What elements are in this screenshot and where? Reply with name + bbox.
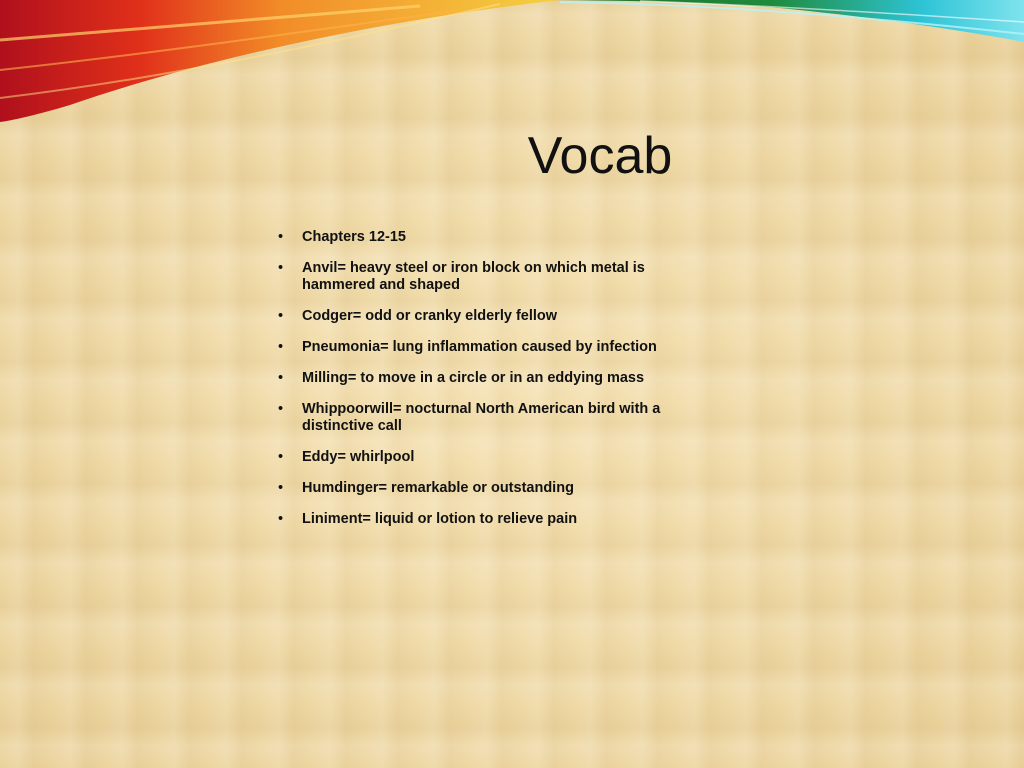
bullet-text: Codger= odd or cranky elderly fellow <box>302 308 558 324</box>
bullet-icon: • <box>278 339 284 355</box>
bullet-list <box>278 229 698 542</box>
list-item <box>278 308 698 325</box>
bullet-icon: • <box>278 449 284 465</box>
bullet-text: Eddy= whirlpool <box>302 449 415 465</box>
bullet-icon: • <box>278 370 284 386</box>
rainbow-swoosh-decoration <box>0 0 1024 130</box>
list-item <box>278 229 698 246</box>
bullet-icon: • <box>278 401 284 417</box>
bullet-text: Humdinger= remarkable or outstanding <box>302 480 574 496</box>
list-item <box>278 449 698 466</box>
list-item <box>278 401 698 435</box>
list-item <box>278 339 698 356</box>
bullet-icon: • <box>278 229 284 245</box>
bullet-text: Anvil= heavy steel or iron block on which metal is hammered and shaped <box>302 260 645 293</box>
slide-title: Vocab <box>527 127 673 185</box>
list-item <box>278 480 698 497</box>
bullet-icon: • <box>278 511 284 527</box>
bullet-icon: • <box>278 308 284 324</box>
bullet-text: Liniment= liquid or lotion to relieve pain <box>302 511 578 527</box>
list-item <box>278 511 698 528</box>
bullet-text: Chapters 12-15 <box>302 229 406 245</box>
list-item <box>278 370 698 387</box>
bullet-text: Whippoorwill= nocturnal North American bird with a distinctive call <box>302 401 661 434</box>
list-item <box>278 260 698 294</box>
bullet-icon: • <box>278 480 284 496</box>
bullet-icon: • <box>278 260 284 276</box>
bullet-text: Milling= to move in a circle or in an eddying mass <box>302 370 645 386</box>
bullet-text: Pneumonia= lung inflammation caused by infection <box>302 339 657 355</box>
